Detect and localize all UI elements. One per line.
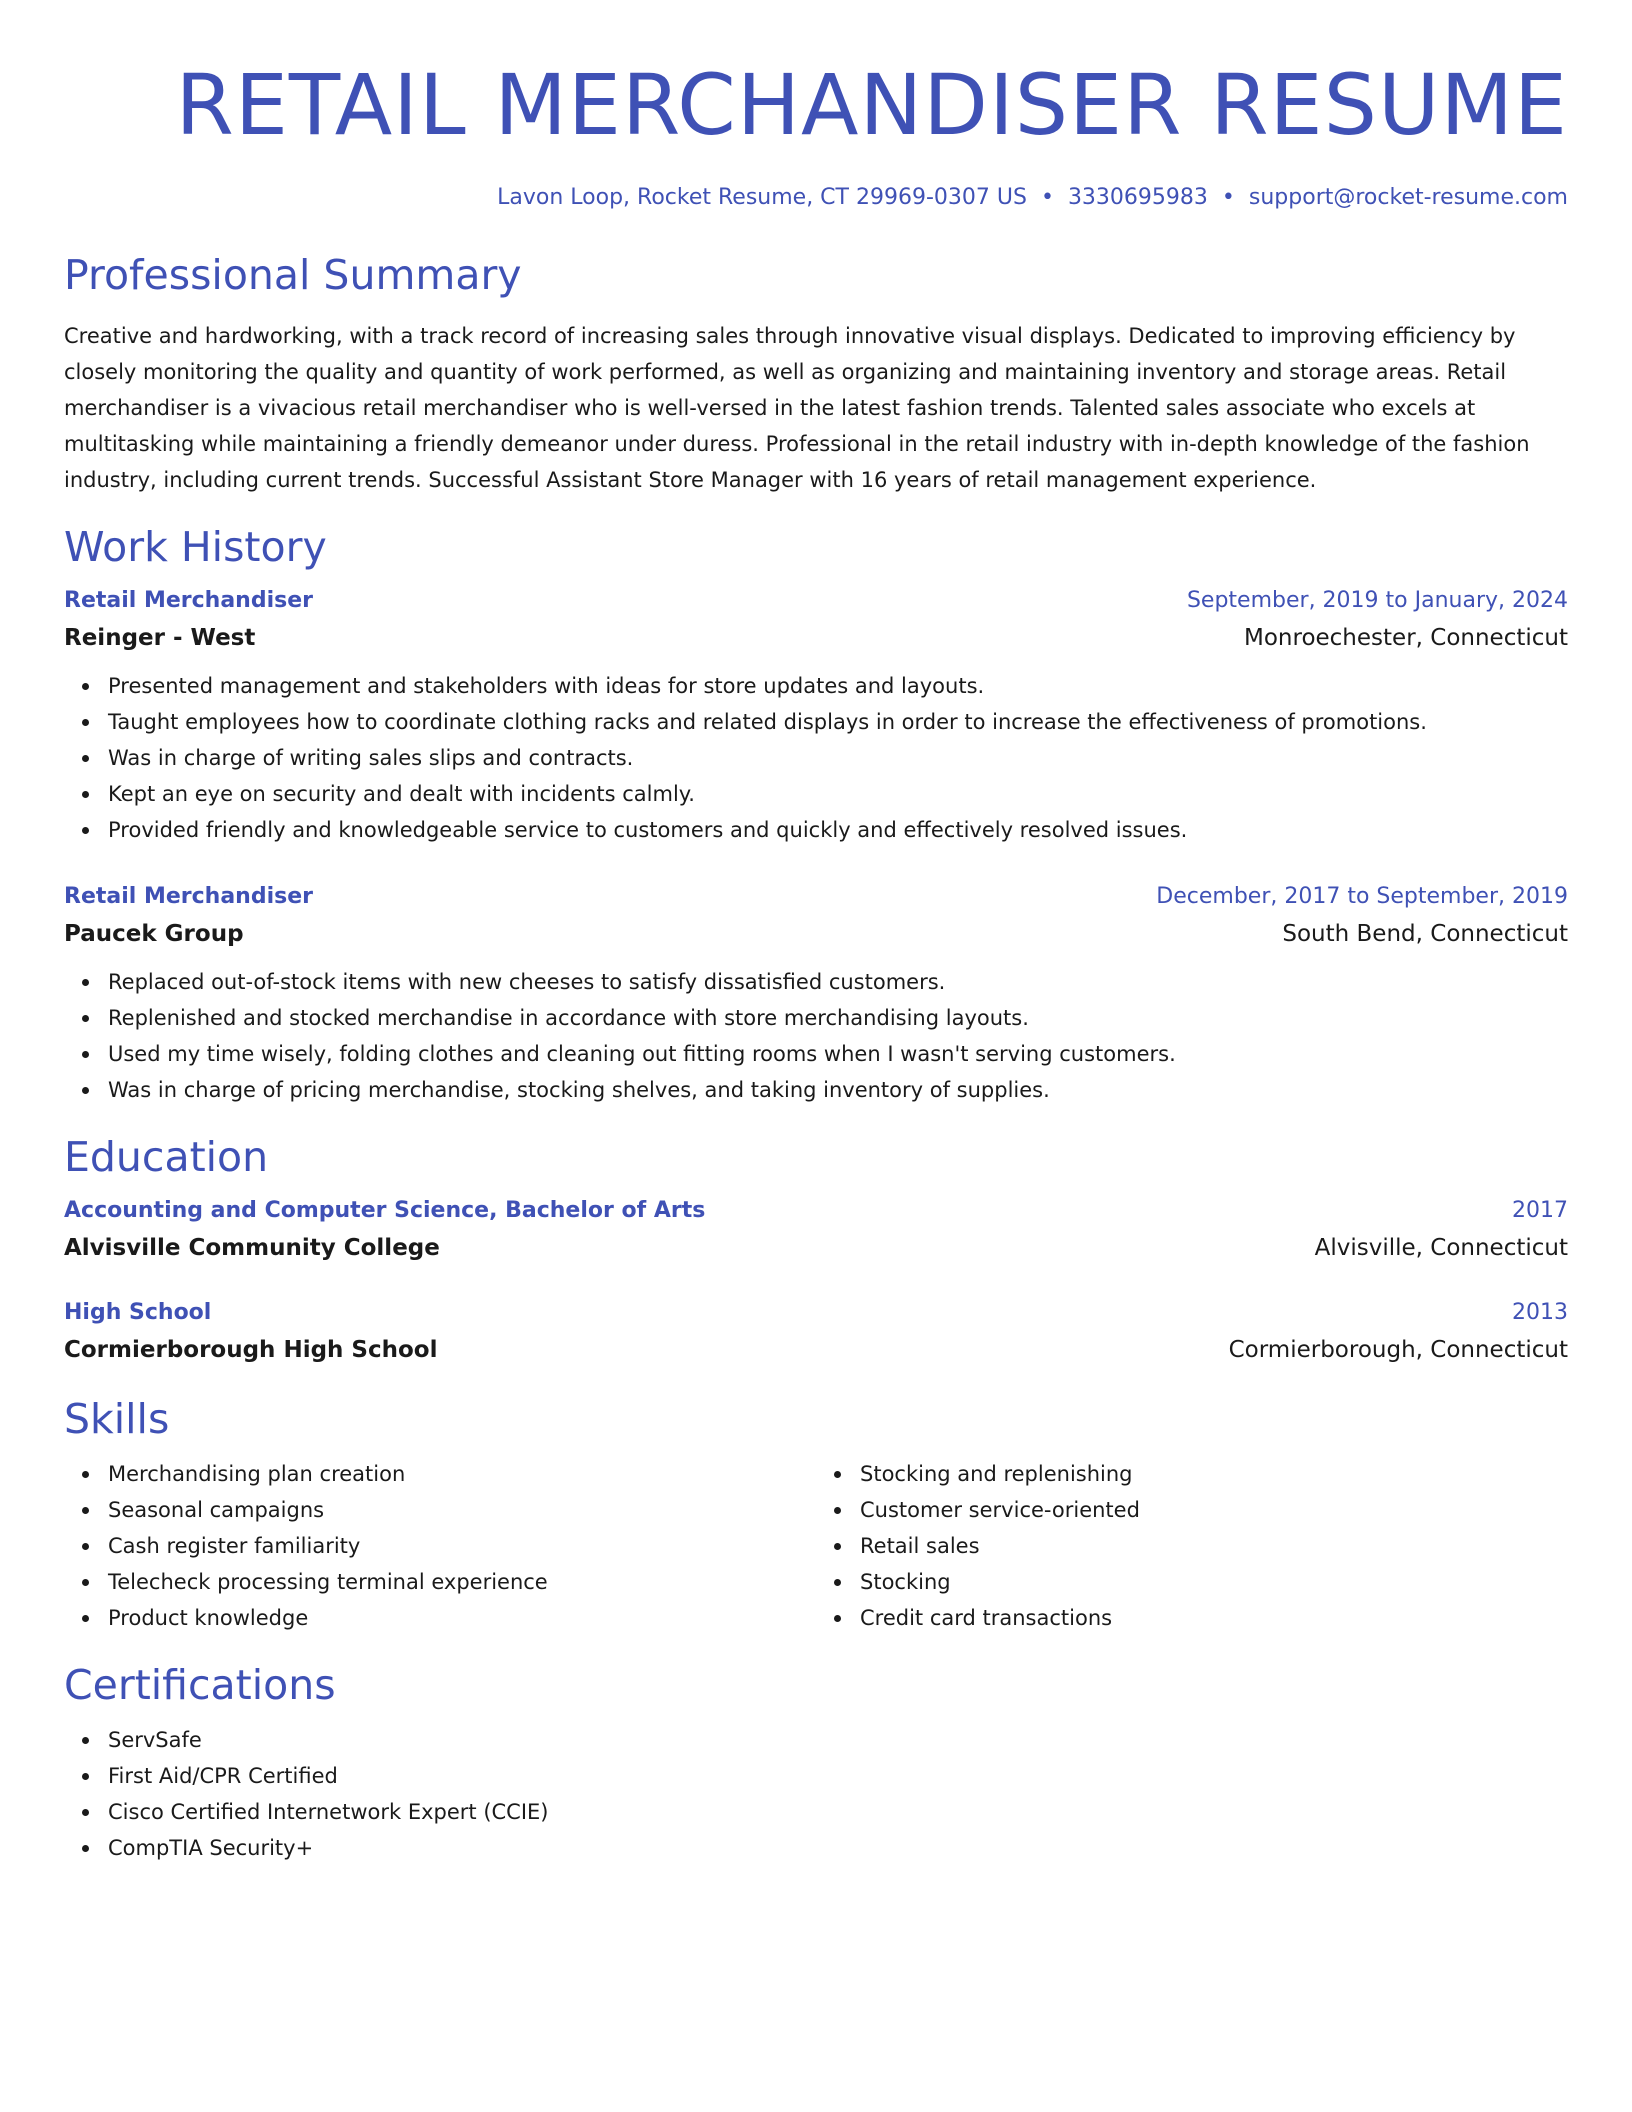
job-dates: December, 2017 to September, 2019: [1156, 884, 1568, 909]
certification-item: ServSafe: [108, 1722, 1568, 1758]
summary-text: Creative and hardworking, with a track record of increasing sales through innovative visual displays. Dedicated to improving efficiency by closely monitoring the quality and quantity of work performed, as well as organizing and maintaining inventory and storage areas. Retail merchandiser is a vivacious retail merchandiser who is well-versed in the latest fashion trends. Talented sales associate who excels at multitasking while maintaining a friendly demeanor under duress. Professional in the retail industry with in-depth knowledge of the fashion industry, including current trends. Successful Assistant Store Manager with 16 years of retail management experience.: [64, 324, 1530, 492]
education-entry: [64, 1296, 1568, 1370]
section-heading-certifications: Certifications: [64, 1661, 336, 1709]
job-dates: September, 2019 to January, 2024: [1186, 588, 1568, 613]
skill-item: Customer service-oriented: [860, 1492, 1568, 1528]
section-heading-education: Education: [64, 1133, 269, 1181]
job-title: Retail Merchandiser: [64, 884, 313, 909]
skill-item: Retail sales: [860, 1528, 1568, 1564]
job-bullet: Was in charge of pricing merchandise, stocking shelves, and taking inventory of supplies.: [108, 1072, 1568, 1108]
job-company-row: [64, 618, 1568, 658]
job-bullet: Presented management and stakeholders with ideas for store updates and layouts.: [108, 668, 1568, 704]
skill-item: Telecheck processing terminal experience: [108, 1564, 816, 1600]
education-location: Cormierborough, Connecticut: [1228, 1337, 1568, 1363]
skills-section: [64, 1394, 1568, 1636]
skill-item: Cash register familiarity: [108, 1528, 816, 1564]
certification-item: Cisco Certified Internetwork Expert (CCIE): [108, 1794, 1568, 1830]
job-entry: [64, 880, 1568, 1108]
job-company: Paucek Group: [64, 921, 244, 947]
contact-address: Lavon Loop, Rocket Resume, CT 29969-0307 US: [497, 185, 1027, 210]
skill-item: Seasonal campaigns: [108, 1492, 816, 1528]
contact-email[interactable]: support@rocket-resume.com: [1248, 185, 1568, 210]
job-bullet: Taught employees how to coordinate clothing racks and related displays in order to increase the effectiveness of promotions.: [108, 704, 1568, 740]
education-degree-row: [64, 1194, 1568, 1228]
education-school-row: [64, 1330, 1568, 1370]
skill-item: Stocking: [860, 1564, 1568, 1600]
certifications-section: [64, 1660, 1568, 1866]
job-location: South Bend, Connecticut: [1282, 921, 1568, 947]
contact-line: [64, 182, 1568, 214]
education-school: Cormierborough High School: [64, 1337, 438, 1363]
section-heading-summary: Professional Summary: [64, 251, 522, 299]
job-title-row: [64, 584, 1568, 618]
job-title: Retail Merchandiser: [64, 588, 313, 613]
skill-item: Stocking and replenishing: [860, 1456, 1568, 1492]
job-bullet: Used my time wisely, folding clothes and cleaning out fitting rooms when I wasn't serving customers.: [108, 1036, 1568, 1072]
job-bullet: Replaced out-of-stock items with new cheeses to satisfy dissatisfied customers.: [108, 964, 1568, 1000]
job-location: Monroechester, Connecticut: [1244, 625, 1568, 651]
job-bullets: [64, 964, 1568, 1108]
job-bullets: [64, 668, 1568, 848]
education-school: Alvisville Community College: [64, 1235, 440, 1261]
skill-item: Product knowledge: [108, 1600, 816, 1636]
education-year: 2017: [1512, 1198, 1568, 1223]
job-entry: [64, 584, 1568, 848]
education-location: Alvisville, Connecticut: [1314, 1235, 1568, 1261]
education-entry: [64, 1194, 1568, 1268]
skills-column-left: [64, 1456, 816, 1636]
job-company: Reinger - West: [64, 625, 256, 651]
certification-item: CompTIA Security+: [108, 1830, 1568, 1866]
job-title-row: [64, 880, 1568, 914]
work-history-section: [64, 522, 1568, 1108]
skills-grid: [64, 1456, 1568, 1636]
resume-title: RETAIL MERCHANDISER RESUME: [175, 56, 1568, 154]
education-year: 2013: [1512, 1300, 1568, 1325]
section-heading-work-history: Work History: [64, 523, 327, 571]
contact-separator: •: [1221, 185, 1235, 210]
summary-section: [64, 250, 1568, 498]
section-heading-skills: Skills: [64, 1395, 170, 1443]
job-bullet: Replenished and stocked merchandise in accordance with store merchandising layouts.: [108, 1000, 1568, 1036]
education-degree: Accounting and Computer Science, Bachelor of Arts: [64, 1198, 706, 1223]
education-section: [64, 1132, 1568, 1370]
job-bullet: Was in charge of writing sales slips and contracts.: [108, 740, 1568, 776]
certifications-list: [64, 1722, 1568, 1866]
job-bullet: Kept an eye on security and dealt with incidents calmly.: [108, 776, 1568, 812]
skill-item: Credit card transactions: [860, 1600, 1568, 1636]
contact-phone: 3330695983: [1067, 185, 1208, 210]
skills-column-right: [816, 1456, 1568, 1636]
certification-item: First Aid/CPR Certified: [108, 1758, 1568, 1794]
skill-item: Merchandising plan creation: [108, 1456, 816, 1492]
job-bullet: Provided friendly and knowledgeable service to customers and quickly and effectively resolved issues.: [108, 812, 1568, 848]
education-school-row: [64, 1228, 1568, 1268]
education-degree-row: [64, 1296, 1568, 1330]
job-company-row: [64, 914, 1568, 954]
contact-separator: •: [1040, 185, 1054, 210]
education-degree: High School: [64, 1300, 212, 1325]
